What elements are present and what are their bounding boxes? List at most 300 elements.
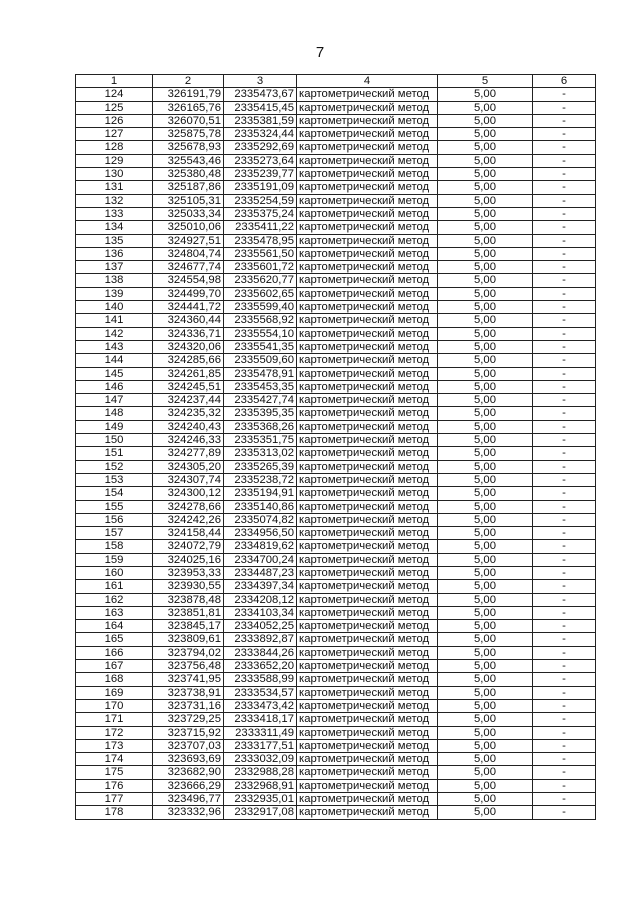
note-cell: -	[533, 327, 596, 340]
method-cell: картометрический метод	[297, 247, 438, 260]
method-cell: картометрический метод	[297, 793, 438, 806]
accuracy-cell: 5,00	[438, 646, 533, 659]
method-cell: картометрический метод	[297, 314, 438, 327]
table-row	[76, 753, 596, 766]
table-row	[76, 806, 596, 819]
y-coordinate-cell: 2334700,24	[224, 553, 297, 566]
table-row	[76, 593, 596, 606]
table-row	[76, 766, 596, 779]
accuracy-cell: 5,00	[438, 487, 533, 500]
note-cell: -	[533, 234, 596, 247]
note-cell: -	[533, 513, 596, 526]
table-row	[76, 434, 596, 447]
point-number-cell: 147	[76, 394, 153, 407]
accuracy-cell: 5,00	[438, 274, 533, 287]
method-cell: картометрический метод	[297, 713, 438, 726]
point-number-cell: 145	[76, 367, 153, 380]
method-cell: картометрический метод	[297, 128, 438, 141]
note-cell: -	[533, 713, 596, 726]
x-coordinate-cell: 323878,48	[153, 593, 224, 606]
accuracy-cell: 5,00	[438, 88, 533, 101]
accuracy-cell: 5,00	[438, 207, 533, 220]
point-number-cell: 150	[76, 434, 153, 447]
accuracy-cell: 5,00	[438, 580, 533, 593]
method-cell: картометрический метод	[297, 261, 438, 274]
note-cell: -	[533, 407, 596, 420]
table-row	[76, 686, 596, 699]
table-row	[76, 606, 596, 619]
table-row	[76, 141, 596, 154]
point-number-cell: 165	[76, 633, 153, 646]
accuracy-cell: 5,00	[438, 699, 533, 712]
x-coordinate-cell: 323738,91	[153, 686, 224, 699]
x-coordinate-cell: 325380,48	[153, 168, 224, 181]
table-row	[76, 247, 596, 260]
x-coordinate-cell: 324320,06	[153, 340, 224, 353]
x-coordinate-cell: 325543,46	[153, 154, 224, 167]
note-cell: -	[533, 194, 596, 207]
method-cell: картометрический метод	[297, 779, 438, 792]
table-row	[76, 580, 596, 593]
x-coordinate-cell: 326070,51	[153, 114, 224, 127]
x-coordinate-cell: 325875,78	[153, 128, 224, 141]
point-number-cell: 146	[76, 380, 153, 393]
y-coordinate-cell: 2335265,39	[224, 460, 297, 473]
method-cell: картометрический метод	[297, 500, 438, 513]
method-cell: картометрический метод	[297, 394, 438, 407]
method-cell: картометрический метод	[297, 527, 438, 540]
note-cell: -	[533, 686, 596, 699]
method-cell: картометрический метод	[297, 806, 438, 819]
method-cell: картометрический метод	[297, 620, 438, 633]
accuracy-cell: 5,00	[438, 447, 533, 460]
method-cell: картометрический метод	[297, 673, 438, 686]
method-cell: картометрический метод	[297, 287, 438, 300]
note-cell: -	[533, 447, 596, 460]
y-coordinate-cell: 2335602,65	[224, 287, 297, 300]
point-number-cell: 131	[76, 181, 153, 194]
table-row	[76, 354, 596, 367]
x-coordinate-cell: 326191,79	[153, 88, 224, 101]
y-coordinate-cell: 2335368,26	[224, 420, 297, 433]
x-coordinate-cell: 324307,74	[153, 473, 224, 486]
y-coordinate-cell: 2333844,26	[224, 646, 297, 659]
column-header: 6	[533, 75, 596, 88]
y-coordinate-cell: 2335478,91	[224, 367, 297, 380]
table-row	[76, 101, 596, 114]
table-row	[76, 620, 596, 633]
table-row	[76, 207, 596, 220]
point-number-cell: 155	[76, 500, 153, 513]
y-coordinate-cell: 2334956,50	[224, 527, 297, 540]
note-cell: -	[533, 660, 596, 673]
note-cell: -	[533, 154, 596, 167]
point-number-cell: 161	[76, 580, 153, 593]
accuracy-cell: 5,00	[438, 793, 533, 806]
method-cell: картометрический метод	[297, 88, 438, 101]
table-row	[76, 168, 596, 181]
point-number-cell: 138	[76, 274, 153, 287]
table-row	[76, 540, 596, 553]
y-coordinate-cell: 2332988,28	[224, 766, 297, 779]
point-number-cell: 148	[76, 407, 153, 420]
table-row	[76, 726, 596, 739]
accuracy-cell: 5,00	[438, 766, 533, 779]
x-coordinate-cell: 323332,96	[153, 806, 224, 819]
x-coordinate-cell: 323707,03	[153, 739, 224, 752]
accuracy-cell: 5,00	[438, 380, 533, 393]
accuracy-cell: 5,00	[438, 633, 533, 646]
point-number-cell: 129	[76, 154, 153, 167]
table-row	[76, 739, 596, 752]
table-row	[76, 128, 596, 141]
y-coordinate-cell: 2335478,95	[224, 234, 297, 247]
note-cell: -	[533, 566, 596, 579]
page-number: 7	[315, 44, 325, 61]
y-coordinate-cell: 2333588,99	[224, 673, 297, 686]
point-number-cell: 171	[76, 713, 153, 726]
accuracy-cell: 5,00	[438, 327, 533, 340]
accuracy-cell: 5,00	[438, 420, 533, 433]
point-number-cell: 177	[76, 793, 153, 806]
note-cell: -	[533, 128, 596, 141]
point-number-cell: 178	[76, 806, 153, 819]
accuracy-cell: 5,00	[438, 513, 533, 526]
note-cell: -	[533, 101, 596, 114]
note-cell: -	[533, 460, 596, 473]
table-row	[76, 513, 596, 526]
point-number-cell: 125	[76, 101, 153, 114]
method-cell: картометрический метод	[297, 660, 438, 673]
note-cell: -	[533, 168, 596, 181]
note-cell: -	[533, 181, 596, 194]
note-cell: -	[533, 487, 596, 500]
method-cell: картометрический метод	[297, 766, 438, 779]
x-coordinate-cell: 324242,26	[153, 513, 224, 526]
note-cell: -	[533, 673, 596, 686]
x-coordinate-cell: 324246,33	[153, 434, 224, 447]
note-cell: -	[533, 620, 596, 633]
point-number-cell: 173	[76, 739, 153, 752]
method-cell: картометрический метод	[297, 646, 438, 659]
x-coordinate-cell: 323953,33	[153, 566, 224, 579]
x-coordinate-cell: 324277,89	[153, 447, 224, 460]
table-row	[76, 340, 596, 353]
accuracy-cell: 5,00	[438, 593, 533, 606]
method-cell: картометрический метод	[297, 447, 438, 460]
method-cell: картометрический метод	[297, 553, 438, 566]
table-row	[76, 327, 596, 340]
table-row	[76, 447, 596, 460]
method-cell: картометрический метод	[297, 686, 438, 699]
note-cell: -	[533, 287, 596, 300]
table-row	[76, 394, 596, 407]
accuracy-cell: 5,00	[438, 713, 533, 726]
note-cell: -	[533, 779, 596, 792]
note-cell: -	[533, 367, 596, 380]
point-number-cell: 169	[76, 686, 153, 699]
note-cell: -	[533, 806, 596, 819]
table-row	[76, 114, 596, 127]
note-cell: -	[533, 739, 596, 752]
method-cell: картометрический метод	[297, 234, 438, 247]
y-coordinate-cell: 2335620,77	[224, 274, 297, 287]
column-header: 1	[76, 75, 153, 88]
note-cell: -	[533, 394, 596, 407]
accuracy-cell: 5,00	[438, 181, 533, 194]
y-coordinate-cell: 2332917,08	[224, 806, 297, 819]
table-row	[76, 261, 596, 274]
note-cell: -	[533, 434, 596, 447]
accuracy-cell: 5,00	[438, 753, 533, 766]
note-cell: -	[533, 766, 596, 779]
point-number-cell: 166	[76, 646, 153, 659]
x-coordinate-cell: 324245,51	[153, 380, 224, 393]
y-coordinate-cell: 2333177,51	[224, 739, 297, 752]
method-cell: картометрический метод	[297, 434, 438, 447]
column-header: 4	[297, 75, 438, 88]
accuracy-cell: 5,00	[438, 686, 533, 699]
note-cell: -	[533, 141, 596, 154]
x-coordinate-cell: 325678,93	[153, 141, 224, 154]
method-cell: картометрический метод	[297, 101, 438, 114]
note-cell: -	[533, 207, 596, 220]
method-cell: картометрический метод	[297, 739, 438, 752]
note-cell: -	[533, 221, 596, 234]
note-cell: -	[533, 274, 596, 287]
x-coordinate-cell: 324072,79	[153, 540, 224, 553]
y-coordinate-cell: 2334397,34	[224, 580, 297, 593]
point-number-cell: 174	[76, 753, 153, 766]
point-number-cell: 151	[76, 447, 153, 460]
x-coordinate-cell: 324237,44	[153, 394, 224, 407]
method-cell: картометрический метод	[297, 566, 438, 579]
point-number-cell: 172	[76, 726, 153, 739]
table-row	[76, 646, 596, 659]
y-coordinate-cell: 2333652,20	[224, 660, 297, 673]
point-number-cell: 158	[76, 540, 153, 553]
y-coordinate-cell: 2335395,35	[224, 407, 297, 420]
point-number-cell: 126	[76, 114, 153, 127]
point-number-cell: 175	[76, 766, 153, 779]
point-number-cell: 135	[76, 234, 153, 247]
table-row	[76, 367, 596, 380]
accuracy-cell: 5,00	[438, 460, 533, 473]
note-cell: -	[533, 527, 596, 540]
table-row	[76, 154, 596, 167]
method-cell: картометрический метод	[297, 699, 438, 712]
method-cell: картометрический метод	[297, 221, 438, 234]
method-cell: картометрический метод	[297, 606, 438, 619]
point-number-cell: 156	[76, 513, 153, 526]
point-number-cell: 139	[76, 287, 153, 300]
y-coordinate-cell: 2335415,45	[224, 101, 297, 114]
table-row	[76, 301, 596, 314]
y-coordinate-cell: 2335238,72	[224, 473, 297, 486]
y-coordinate-cell: 2335194,91	[224, 487, 297, 500]
note-cell: -	[533, 593, 596, 606]
accuracy-cell: 5,00	[438, 394, 533, 407]
accuracy-cell: 5,00	[438, 141, 533, 154]
table-row	[76, 380, 596, 393]
note-cell: -	[533, 553, 596, 566]
table-row	[76, 793, 596, 806]
point-number-cell: 127	[76, 128, 153, 141]
method-cell: картометрический метод	[297, 274, 438, 287]
point-number-cell: 132	[76, 194, 153, 207]
table-row	[76, 527, 596, 540]
y-coordinate-cell: 2335561,50	[224, 247, 297, 260]
y-coordinate-cell: 2334487,23	[224, 566, 297, 579]
x-coordinate-cell: 324300,12	[153, 487, 224, 500]
point-number-cell: 167	[76, 660, 153, 673]
y-coordinate-cell: 2335541,35	[224, 340, 297, 353]
table-row	[76, 699, 596, 712]
note-cell: -	[533, 420, 596, 433]
table-row	[76, 713, 596, 726]
method-cell: картометрический метод	[297, 407, 438, 420]
x-coordinate-cell: 323756,48	[153, 660, 224, 673]
y-coordinate-cell: 2335427,74	[224, 394, 297, 407]
column-header: 5	[438, 75, 533, 88]
x-coordinate-cell: 323809,61	[153, 633, 224, 646]
x-coordinate-cell: 324499,70	[153, 287, 224, 300]
x-coordinate-cell: 324360,44	[153, 314, 224, 327]
x-coordinate-cell: 324305,20	[153, 460, 224, 473]
x-coordinate-cell: 324158,44	[153, 527, 224, 540]
y-coordinate-cell: 2335292,69	[224, 141, 297, 154]
x-coordinate-cell: 323845,17	[153, 620, 224, 633]
x-coordinate-cell: 323496,77	[153, 793, 224, 806]
accuracy-cell: 5,00	[438, 340, 533, 353]
method-cell: картометрический метод	[297, 327, 438, 340]
method-cell: картометрический метод	[297, 473, 438, 486]
accuracy-cell: 5,00	[438, 779, 533, 792]
accuracy-cell: 5,00	[438, 434, 533, 447]
y-coordinate-cell: 2334103,34	[224, 606, 297, 619]
point-number-cell: 168	[76, 673, 153, 686]
x-coordinate-cell: 323666,29	[153, 779, 224, 792]
x-coordinate-cell: 323794,02	[153, 646, 224, 659]
point-number-cell: 141	[76, 314, 153, 327]
note-cell: -	[533, 340, 596, 353]
point-number-cell: 170	[76, 699, 153, 712]
method-cell: картометрический метод	[297, 380, 438, 393]
accuracy-cell: 5,00	[438, 367, 533, 380]
x-coordinate-cell: 323930,55	[153, 580, 224, 593]
point-number-cell: 140	[76, 301, 153, 314]
note-cell: -	[533, 646, 596, 659]
x-coordinate-cell: 323731,16	[153, 699, 224, 712]
method-cell: картометрический метод	[297, 194, 438, 207]
x-coordinate-cell: 324927,51	[153, 234, 224, 247]
method-cell: картометрический метод	[297, 367, 438, 380]
table-row	[76, 287, 596, 300]
point-number-cell: 144	[76, 354, 153, 367]
point-number-cell: 164	[76, 620, 153, 633]
method-cell: картометрический метод	[297, 354, 438, 367]
accuracy-cell: 5,00	[438, 473, 533, 486]
accuracy-cell: 5,00	[438, 221, 533, 234]
x-coordinate-cell: 325187,86	[153, 181, 224, 194]
accuracy-cell: 5,00	[438, 287, 533, 300]
y-coordinate-cell: 2334819,62	[224, 540, 297, 553]
table-row	[76, 221, 596, 234]
y-coordinate-cell: 2333892,87	[224, 633, 297, 646]
note-cell: -	[533, 261, 596, 274]
point-number-cell: 130	[76, 168, 153, 181]
accuracy-cell: 5,00	[438, 114, 533, 127]
y-coordinate-cell: 2332968,91	[224, 779, 297, 792]
accuracy-cell: 5,00	[438, 354, 533, 367]
y-coordinate-cell: 2335453,35	[224, 380, 297, 393]
table-row	[76, 566, 596, 579]
table-row	[76, 420, 596, 433]
note-cell: -	[533, 540, 596, 553]
method-cell: картометрический метод	[297, 513, 438, 526]
method-cell: картометрический метод	[297, 487, 438, 500]
table-row	[76, 500, 596, 513]
accuracy-cell: 5,00	[438, 301, 533, 314]
table-row	[76, 553, 596, 566]
accuracy-cell: 5,00	[438, 620, 533, 633]
method-cell: картометрический метод	[297, 460, 438, 473]
x-coordinate-cell: 325105,31	[153, 194, 224, 207]
x-coordinate-cell: 323682,90	[153, 766, 224, 779]
method-cell: картометрический метод	[297, 753, 438, 766]
table-body	[76, 88, 596, 819]
accuracy-cell: 5,00	[438, 606, 533, 619]
table-row	[76, 407, 596, 420]
table-row	[76, 673, 596, 686]
point-number-cell: 154	[76, 487, 153, 500]
note-cell: -	[533, 753, 596, 766]
table-row	[76, 234, 596, 247]
x-coordinate-cell: 324554,98	[153, 274, 224, 287]
point-number-cell: 143	[76, 340, 153, 353]
accuracy-cell: 5,00	[438, 806, 533, 819]
point-number-cell: 163	[76, 606, 153, 619]
accuracy-cell: 5,00	[438, 660, 533, 673]
table-row	[76, 88, 596, 101]
table-row	[76, 473, 596, 486]
y-coordinate-cell: 2334208,12	[224, 593, 297, 606]
table-row	[76, 633, 596, 646]
method-cell: картометрический метод	[297, 340, 438, 353]
x-coordinate-cell: 324285,66	[153, 354, 224, 367]
point-number-cell: 137	[76, 261, 153, 274]
y-coordinate-cell: 2335074,82	[224, 513, 297, 526]
x-coordinate-cell: 324441,72	[153, 301, 224, 314]
method-cell: картометрический метод	[297, 540, 438, 553]
note-cell: -	[533, 314, 596, 327]
point-number-cell: 124	[76, 88, 153, 101]
column-header: 3	[224, 75, 297, 88]
point-number-cell: 176	[76, 779, 153, 792]
accuracy-cell: 5,00	[438, 566, 533, 579]
note-cell: -	[533, 247, 596, 260]
accuracy-cell: 5,00	[438, 101, 533, 114]
x-coordinate-cell: 324804,74	[153, 247, 224, 260]
x-coordinate-cell: 326165,76	[153, 101, 224, 114]
y-coordinate-cell: 2335599,40	[224, 301, 297, 314]
y-coordinate-cell: 2335411,22	[224, 221, 297, 234]
accuracy-cell: 5,00	[438, 194, 533, 207]
note-cell: -	[533, 354, 596, 367]
x-coordinate-cell: 324025,16	[153, 553, 224, 566]
y-coordinate-cell: 2335509,60	[224, 354, 297, 367]
y-coordinate-cell: 2332935,01	[224, 793, 297, 806]
